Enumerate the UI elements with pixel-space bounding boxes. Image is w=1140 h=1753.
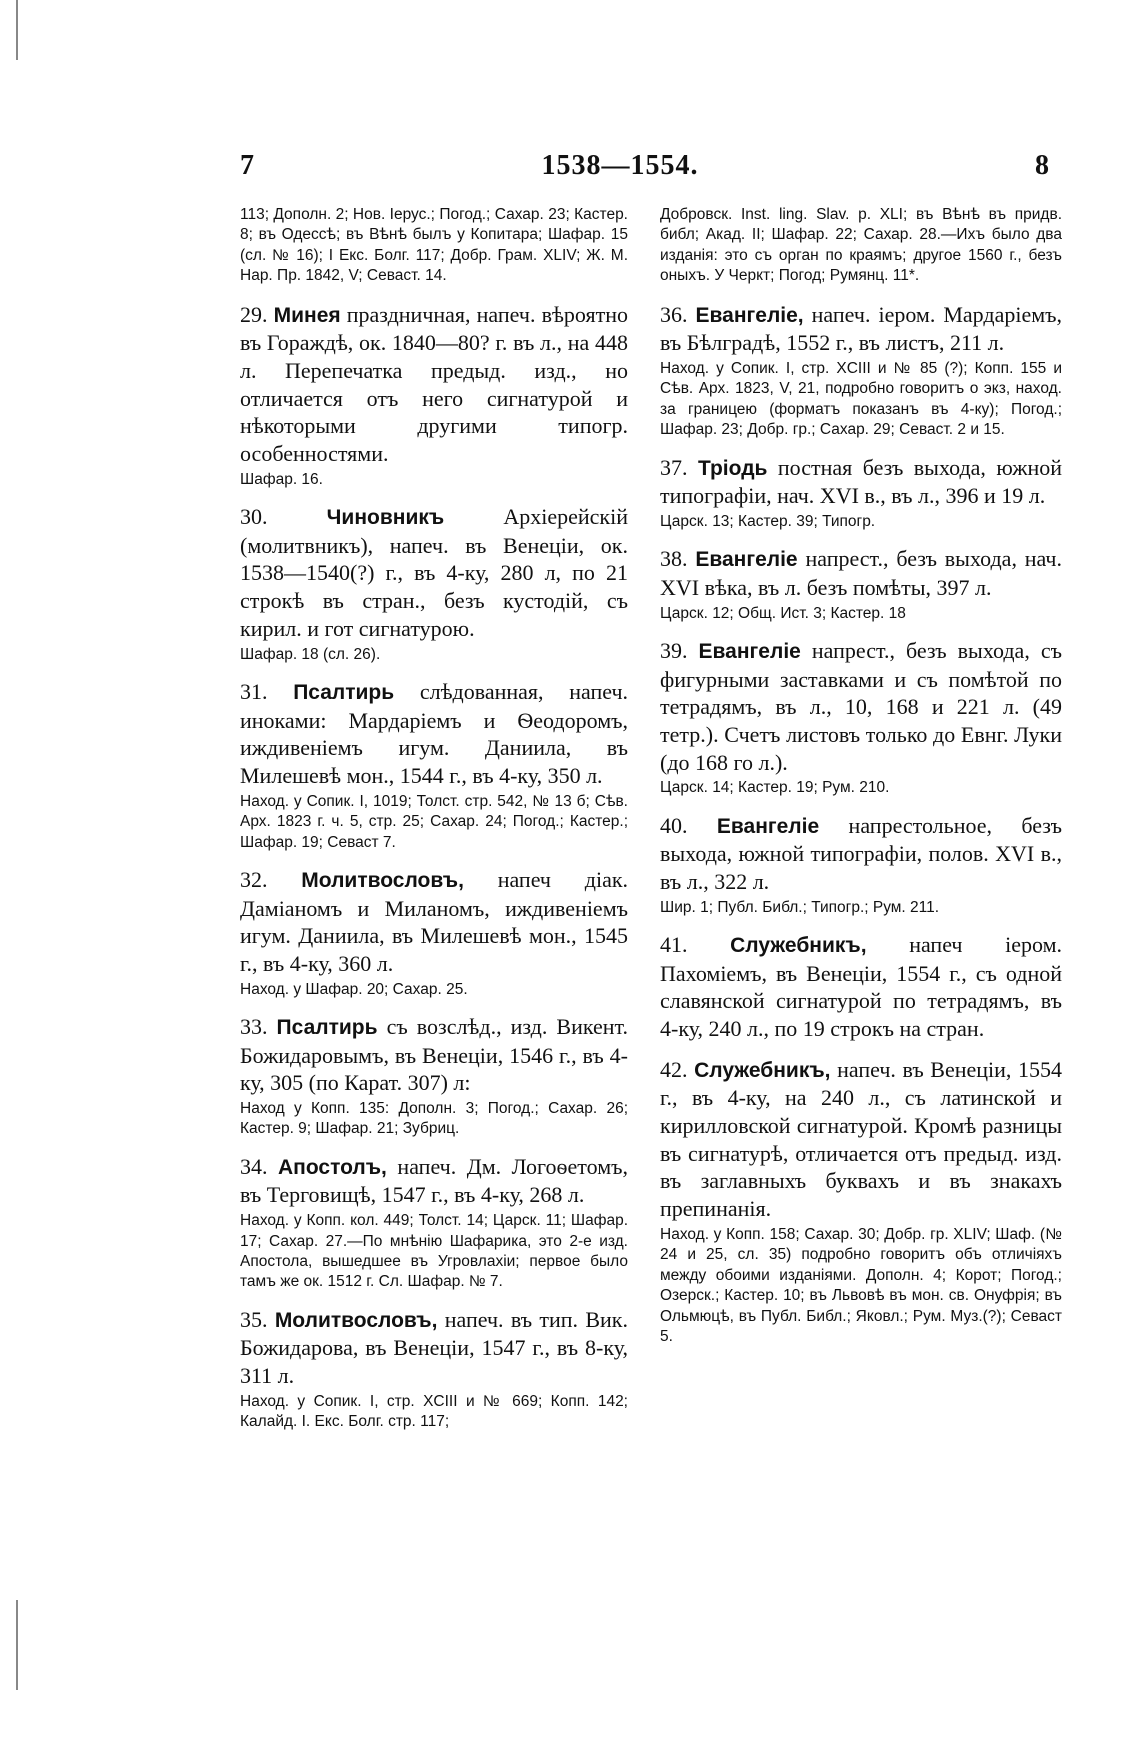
catalog-entry xyxy=(240,1013,628,1140)
entry-title: Евангелiе xyxy=(698,640,801,664)
entry-note: Наход. у Сопик. I, 1019; Толст. стр. 542, № 13 б; Сѣв. Арх. 1823 г. ч. 5, стр. 25; Сахар. 24; Погод.; Кастер.; Шафар. 19; Севаст 7. xyxy=(240,792,628,851)
entry-title: Евангелiе xyxy=(716,814,820,838)
entry-note: Наход. у Сопик. I, стр. XCIII и № 669; Копп. 142; Калайд. I. Екс. Болг. стр. 117; xyxy=(240,1392,628,1431)
entry-text xyxy=(660,637,1062,776)
entry-text xyxy=(240,301,628,468)
entry-number: 32. xyxy=(240,867,268,893)
catalog-entry xyxy=(660,454,1062,533)
entry-number: 34. xyxy=(240,1153,268,1179)
right-column xyxy=(660,205,1062,1361)
entry-title: Апостолъ, xyxy=(278,1155,387,1179)
entry-number: 40. xyxy=(660,812,688,838)
entry-title: Молитвословъ, xyxy=(301,869,464,893)
entry-description: напеч. Дм. Логоѳетомъ, въ Терговищѣ, 1547 г., въ 4-ку, 268 л. xyxy=(240,1153,628,1208)
entry-number: 35. xyxy=(240,1306,268,1332)
entry-description: напеч iером. Пахомiемъ, въ Венецiи, 1554 г., съ одной славянской сигнатурой по тетрадямъ, въ 4-ку, 240 л., по 19 строкъ на стран. xyxy=(660,932,1063,1042)
entry-description: напрестольное, безъ выхода, южной типографiи, полов. XVI в., въ л., 322 л. xyxy=(660,812,1062,894)
entry-text xyxy=(240,678,628,790)
entry-title: Трiодь xyxy=(697,456,768,480)
entry-note: Наход у Копп. 135: Дополн. 3; Погод.; Сахар. 26; Кастер. 9; Шафар. 21; Зубриц. xyxy=(240,1100,628,1138)
entry-title: Молитвословъ, xyxy=(274,1308,438,1332)
entry-note: Шафар. 16. xyxy=(240,470,323,488)
catalog-entry xyxy=(240,678,628,853)
entry-text xyxy=(660,931,1062,1043)
catalog-entry xyxy=(240,866,628,1000)
left-page-number: 7 xyxy=(240,150,254,181)
entry-text xyxy=(240,503,628,642)
entry-description: постная безъ выхода, южной типографiи, нач. XVI в., въ л., 396 и 19 л. xyxy=(660,454,1063,509)
entry-description: съ возслѣд., изд. Викент. Божидаровымъ, въ Венецiи, 1546 г., въ 4-ку, 305 (по Карат. 307) л: xyxy=(240,1014,629,1096)
entry-text xyxy=(660,1056,1062,1223)
entry-note: Шафар. 18 (сл. 26). xyxy=(240,645,381,663)
entry-title: Чиновникъ xyxy=(326,506,445,530)
entry-title: Минея xyxy=(273,303,341,327)
entry-number: 33. xyxy=(240,1014,268,1040)
catalog-entry xyxy=(660,812,1062,918)
entry-note: Царск. 12; Общ. Ист. 3; Кастер. 18 xyxy=(660,604,906,622)
entry-number: 38. xyxy=(660,546,688,572)
running-header xyxy=(0,150,1140,190)
entry-number: 30. xyxy=(240,504,268,530)
margin-line xyxy=(16,1600,18,1690)
catalog-entry xyxy=(660,637,1062,799)
entry-number: 31. xyxy=(240,679,268,705)
entry-text xyxy=(240,1306,628,1390)
entry-note: Наход. у Сопик. I, стр. XCIII и № 85 (?); Копп. 155 и Сѣв. Арх. 1823, V, 21, подробно говоритъ о экз, наход. за границею (форматъ показанъ въ 4-ку); Погод.; Шафар. 23; Добр. гр.; Сахар. 29; Севаст. 2 и 15. xyxy=(660,359,1062,439)
entry-text xyxy=(240,866,628,978)
catalog-entry xyxy=(240,301,628,491)
entry-number: 29. xyxy=(240,301,268,327)
entry-number: 39. xyxy=(660,638,688,664)
catalog-entry xyxy=(660,545,1062,624)
entry-description: напрест., безъ выхода, нач. XVI вѣка, въ л. безъ помѣты, 397 л. xyxy=(660,546,1062,600)
entry-note: Шир. 1; Публ. Библ.; Типогр.; Рум. 211. xyxy=(660,898,940,916)
catalog-entry xyxy=(660,1056,1062,1348)
entry-text xyxy=(240,1013,628,1097)
entry-text xyxy=(660,812,1062,896)
entry-text xyxy=(660,301,1062,357)
entry-description: праздничная, напеч. вѣроятно въ Гораждѣ, ок. 1840—80? г. въ л., на 448 л. Перепечатка предыд. изд., но отличается отъ него сигнатурой и нѣкоторыми другими типогр. особенностями. xyxy=(240,301,628,467)
left-column xyxy=(240,205,628,1446)
entry-title: Псалтирь xyxy=(293,681,395,705)
entry-number: 37. xyxy=(660,454,688,480)
entry-text xyxy=(240,1153,628,1209)
year-range-heading: 1538—1554. xyxy=(541,150,699,181)
catalog-entry xyxy=(240,1153,628,1293)
entry-text xyxy=(660,454,1062,510)
entry-description: напеч дiак. Дамiаномъ и Миланомъ, иждивенiемъ игум. Даниила, въ Милешевѣ мон., 1545 г., въ 4-ку, 360 л. xyxy=(240,867,629,976)
entry-title: Псалтирь xyxy=(276,1016,378,1040)
entry-title: Служебникъ, xyxy=(730,934,867,958)
entry-title: Евангелiе, xyxy=(695,303,804,327)
entry-description: слѣдованная, напеч. иноками: Мардарiемъ и Ѳеодоромъ, иждивенiемъ игум. Даниила, въ Милешевѣ мон., 1544 г., въ 4-ку, 350 л. xyxy=(240,679,629,788)
entry-text xyxy=(660,545,1062,601)
continued-note: 113; Дополн. 2; Нов. Iерус.; Погод.; Сахар. 23; Кастер. 8; въ Одессѣ; въ Вѣнѣ былъ у Копитара; Шафар. 15 (сл. № 16); I Екс. Болг. 117; Добр. Грам. XLIV; Ж. М. Нар. Пр. 1842, V; Севаст. 14. xyxy=(240,206,628,285)
entry-description: напеч. въ Венецiи, 1554 г., въ 4-ку, на 240 л., съ латинской и кирилловской сигнатурой. Кромѣ разницы въ сигнатурѣ, отличается отъ предыд. изд. въ заглавныхъ буквахъ и въ знакахъ препинанiя. xyxy=(660,1056,1063,1222)
entry-note: Царск. 13; Кастер. 39; Типогр. xyxy=(660,512,876,530)
entry-note: Наход. у Копп. 158; Сахар. 30; Добр. гр. XLIV; Шаф. (№ 24 и 25, сл. 35) подробно говоритъ объ отличiяхъ между обоими изданiями. Дополн. 4; Корот; Погод.; Озерск.; Кастер. 10; въ Львовѣ въ мон. св. Онуфрiя; въ Ольмюцѣ, въ Публ. Библ.; Яковл.; Рум. Муз.(?); Севаст 5. xyxy=(660,1225,1062,1346)
entry-number: 41. xyxy=(660,932,688,958)
entry-description: напрест., безъ выхода, съ фигурными заставками и съ помѣтой по тетрадямъ, въ л., 10, 168 и 221 л. (49 тетр.). Счетъ листовъ только до Евнг. Луки (до 168 го л.). xyxy=(660,638,1063,775)
entry-note: Наход. у Копп. кол. 449; Толст. 14; Царск. 11; Шафар. 17; Сахар. 27.—По мнѣнiю Шафарика, это 2-е изд. Апостола, вышедшее въ Угровлахiи; первое было тамъ же ок. 1512 г. Сл. Шафар. № 7. xyxy=(240,1212,628,1291)
entry-title: Служебникъ, xyxy=(694,1058,831,1082)
catalog-entry xyxy=(660,931,1062,1043)
entry-description: напеч. въ тип. Вик. Божидарова, въ Венецiи, 1547 г., въ 8-ку, 311 л. xyxy=(240,1306,628,1389)
entry-description: напеч. iером. Мардарiемъ, въ Бѣлградѣ, 1552 г., въ листъ, 211 л. xyxy=(660,301,1063,356)
catalog-entry xyxy=(660,301,1062,441)
catalog-entry xyxy=(240,503,628,665)
catalog-entry xyxy=(240,1306,628,1433)
entry-number: 42. xyxy=(660,1056,688,1082)
right-page-number: 8 xyxy=(1035,150,1049,181)
continued-note: Добровск. Inst. ling. Slav. p. XLI; въ Вѣнѣ въ придв. библ; Акад. II; Шафар. 22; Сахар. 28.—Ихъ было два изданія: это съ орган по краямъ; другое 1560 г., безъ оныхъ. У Чеpкт; Погод; Румянц. 11*. xyxy=(660,206,1062,285)
entry-note: Царск. 14; Кастер. 19; Рум. 210. xyxy=(660,779,890,797)
entry-title: Евангелiе xyxy=(695,548,798,572)
margin-line xyxy=(16,0,18,60)
entry-description: Архiерейскiй (молитвникъ), напеч. въ Венецiи, ок. 1538—1540(?) г., въ 4-ку, 280 л, по 21 строкѣ въ стран., безъ кустодiй, съ кирил. и гот сигнатурою. xyxy=(240,504,628,641)
entry-note: Наход. у Шафар. 20; Сахар. 25. xyxy=(240,980,468,998)
entry-number: 36. xyxy=(660,301,688,327)
